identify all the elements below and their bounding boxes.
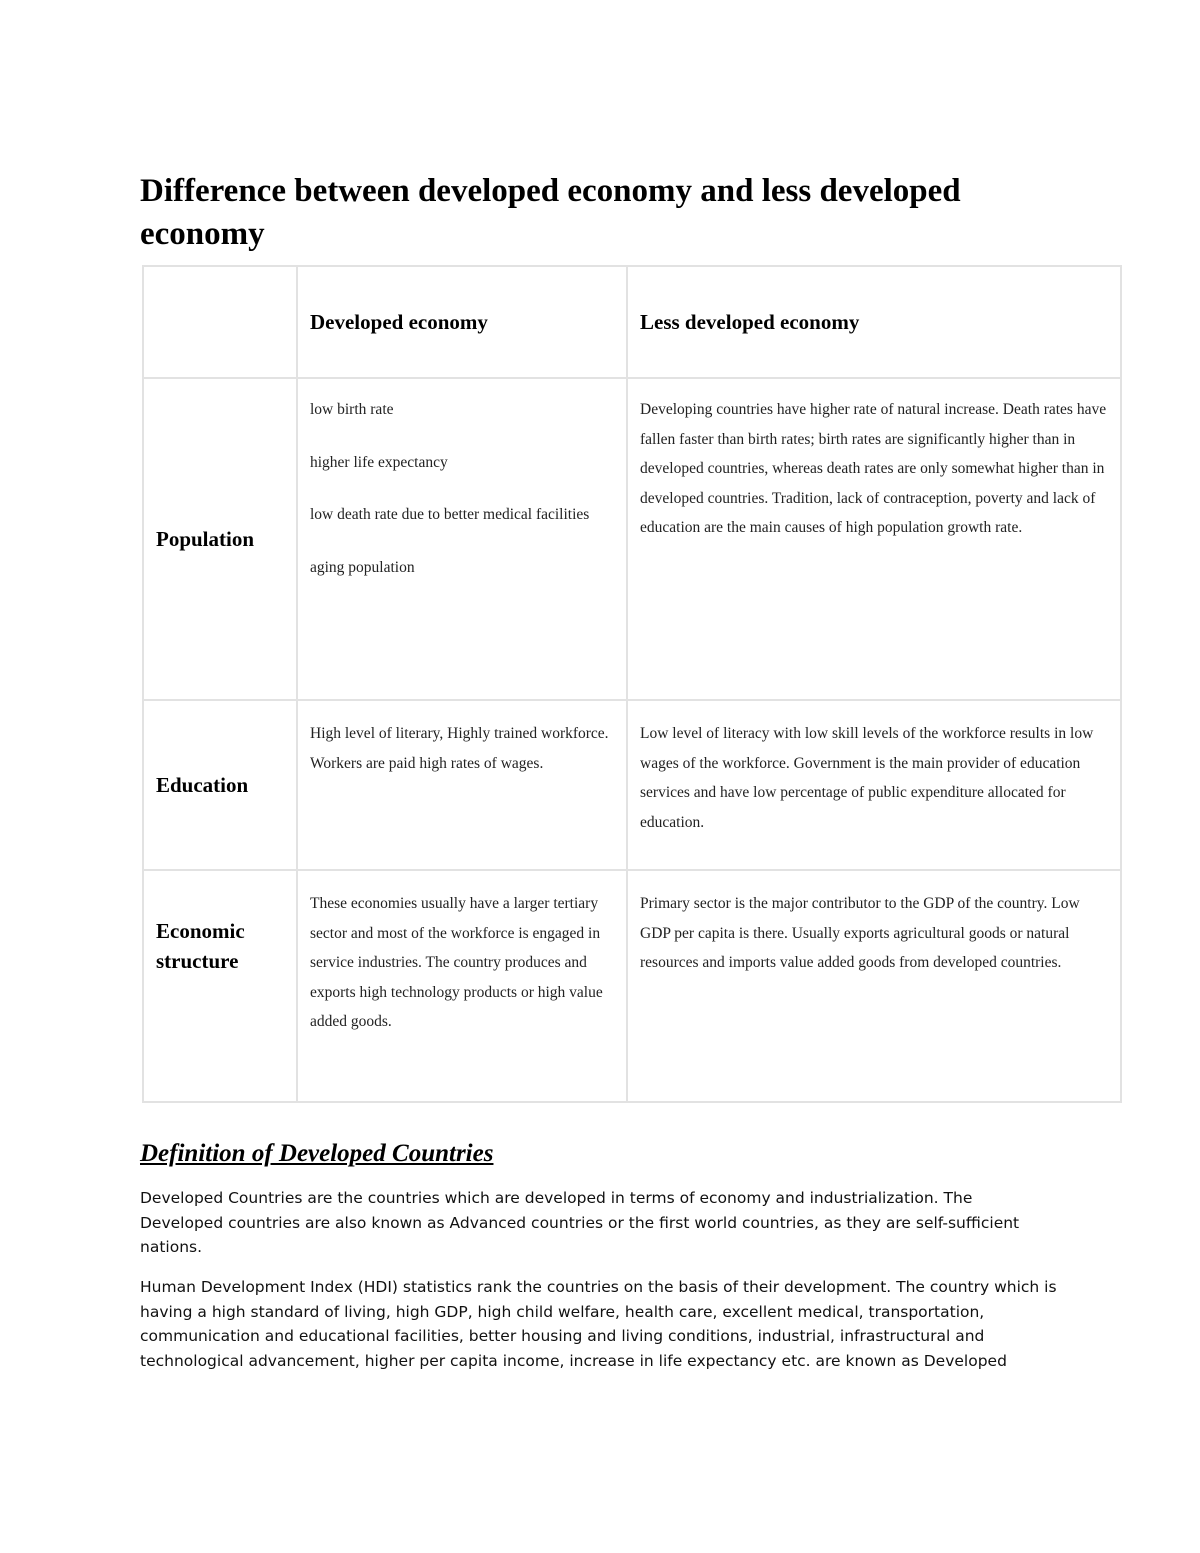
list-item: higher life expectancy [310,453,448,471]
table-row-education [143,700,1121,870]
header-empty-cell [143,266,297,378]
economic-structure-less-developed-cell [627,870,1121,1102]
paragraph: Developed Countries are the countries which are developed in terms of economy and industrialization. The Developed countries are also known as Advanced countries or the first world countries, as they are self-sufficient nations. [140,1189,1020,1256]
comparison-table [142,265,1122,1103]
list-item: low birth rate [310,401,394,418]
cell-text: High level of literary, Highly trained workforce. Workers are paid high rates of wages. [310,725,609,772]
cell-text: These economies usually have a larger tertiary sector and most of the workforce is engaged in service industries. The country produces and exports high technology products or high value added goods. [310,895,603,1030]
cell-text: Low level of literacy with low skill levels of the workforce results in low wages of the workforce. Government is the main provider of education services and have low percentage of public expenditure allocated for education. [640,725,1094,831]
cell-text: Primary sector is the major contributor to the GDP of the country. Low GDP per capita is there. Usually exports agricultural goods or natural resources and imports value added goods from developed countries. [640,895,1080,971]
header-less-developed-economy: Less developed economy [627,266,1121,378]
population-developed-cell [297,378,627,700]
table-header-row [143,266,1121,378]
education-less-developed-cell [627,700,1121,870]
table-row-economic-structure [143,870,1121,1102]
education-developed-cell [297,700,627,870]
section-heading: Definition of Developed Countries [140,1140,494,1167]
paragraph: Human Development Index (HDI) statistics rank the countries on the basis of their development. The country which is having a high standard of living, high GDP, high child welfare, health care, excellent medical, transportation, communication and educational facilities, better housing and living conditions, industrial, infrastructural and technological advancement, higher per capita income, increase in life expectancy etc. are known as Developed [140,1278,1057,1370]
economic-structure-developed-cell [297,870,627,1102]
list-item: low death rate due to better medical facilities [310,506,590,523]
population-less-developed-cell [627,378,1121,700]
list-item: aging population [310,558,415,576]
page-title: Difference between developed economy and less developed economy [140,173,961,252]
row-label-population: Population [143,378,297,700]
cell-text: Developing countries have higher rate of natural increase. Death rates have fallen faster than birth rates; birth rates are significantly higher than in developed countries, whereas death rates are only somewhat higher than in developed countries. Tradition, lack of contraception, poverty and lack of education are the main causes of high population growth rate. [640,401,1107,536]
table-row-population [143,378,1121,700]
row-label-education: Education [143,700,297,870]
header-developed-economy: Developed economy [297,266,627,378]
row-label-economic-structure: Economic structure [143,870,297,1102]
